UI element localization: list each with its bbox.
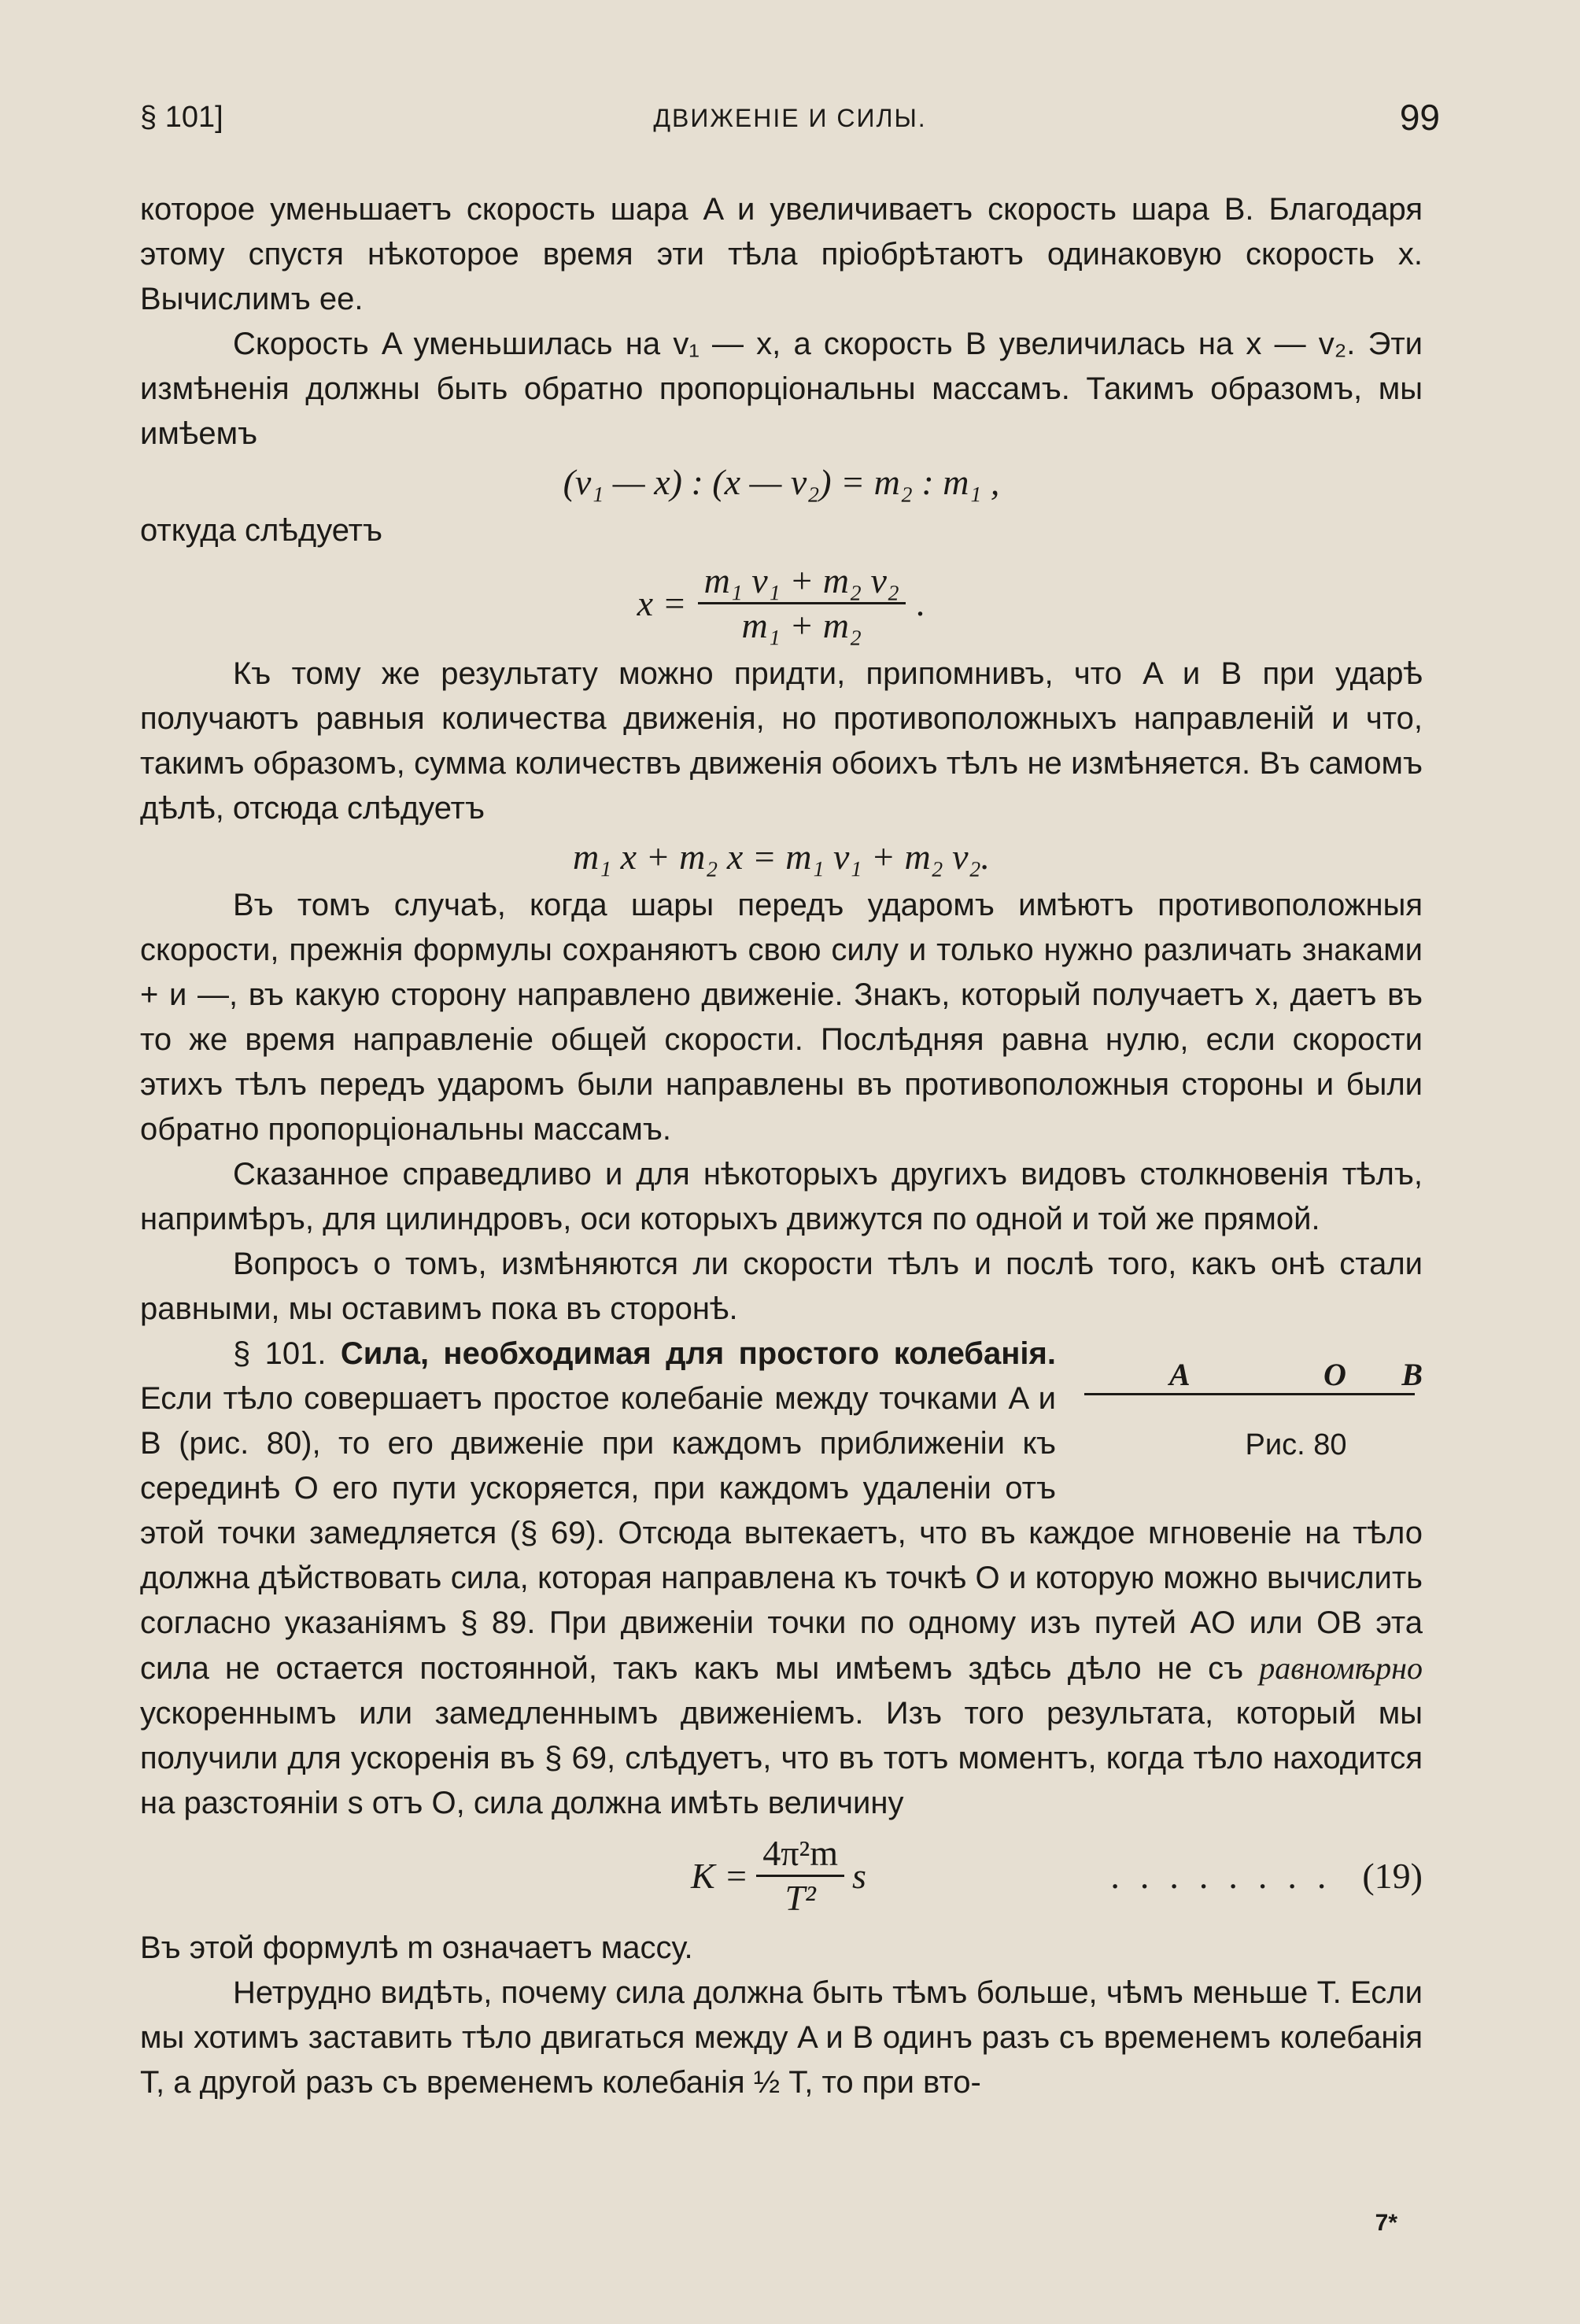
equation-19	[140, 1832, 1423, 1919]
eq-end: .	[916, 583, 926, 623]
figure-point-b: B	[1401, 1357, 1423, 1392]
eq19-denominator: T²	[784, 1878, 816, 1918]
fraction-numerator: m₁ v₁ + m₂ v₂	[698, 560, 906, 604]
eq19-fraction	[756, 1832, 844, 1919]
figure-80	[1076, 1336, 1423, 1470]
paragraph: которое уменьшаетъ скорость шара A и увеличиваетъ скорость шара B. Благодаря этому спустя нѣкоторое время эти тѣла пріобрѣтаютъ одинаковую скорость x. Вычислимъ ее.	[140, 192, 1423, 316]
fraction	[698, 560, 906, 647]
eq19-leader-dots: ........	[1110, 1856, 1347, 1896]
figure-point-a: A	[1169, 1357, 1191, 1392]
paragraph-text: ускореннымъ или замедленнымъ движеніемъ. Изъ того результата, который мы получили для ускоренія въ § 69, слѣдуетъ, что въ тотъ моментъ, когда тѣло находится на разстояніи s отъ O, сила должна имѣть величину	[140, 1696, 1423, 1820]
paragraph: Вопросъ о томъ, измѣняются ли скорости тѣлъ и послѣ того, какъ онѣ стали равными, мы оставимъ пока въ сторонѣ.	[140, 1247, 1423, 1326]
paragraph: Въ томъ случаѣ, когда шары передъ ударомъ имѣютъ противоположныя скорости, прежнія формулы сохраняютъ свою силу и только нужно различать знаками + и —, въ какую сторону направлено движеніе. Знакъ, который получаетъ x, даетъ въ то же время направленіе общей скорости. Послѣдняя равна нулю, если скорости этихъ тѣлъ передъ ударомъ были направлены въ противоположныя стороны и были обратно пропорціональны массамъ.	[140, 888, 1423, 1147]
paragraph: Сказанное справедливо и для нѣкоторыхъ другихъ видовъ столкновенія тѣлъ, напримѣръ, для цилиндровъ, оси которыхъ движутся по одной и той же прямой.	[140, 1157, 1423, 1236]
eq19-lhs	[691, 1832, 866, 1919]
figure-caption: Рис. 80	[1245, 1428, 1347, 1461]
figure-point-o: O	[1323, 1357, 1346, 1392]
paragraph: Въ этой формулѣ m означаетъ массу.	[140, 1931, 693, 1965]
eq19-numerator: 4π²m	[756, 1832, 844, 1877]
equation-x	[140, 560, 1423, 647]
eq19-tail: s	[852, 1856, 866, 1896]
equation-ratio: (v₁ — x) : (x — v₂) = m₂ : m₁ ,	[563, 462, 1000, 502]
fraction-denominator: m₁ + m₂	[741, 605, 862, 645]
section-title: Сила, необходимая для простого колебанія.	[340, 1336, 1056, 1371]
paragraph-text: Если тѣло совершаетъ простое колебаніе между точками A и B (рис. 80), то его движеніе при каждомъ приближеніи къ серединѣ O его пути ускоряется, при каждомъ удаленіи отъ этой точки замедляется (§ 69). Отсюда вытекаетъ, что въ каждое мгновеніе на тѣло должна дѣйствовать сила, которая направлена къ точкѣ O и которую можно вычислить согласно указаніямъ § 89. При движеніи точки по одному изъ путей AO или OB эта сила не остается постоянной, такъ какъ мы имѣемъ здѣсь дѣло не съ	[140, 1381, 1423, 1686]
figure-segment	[1084, 1393, 1415, 1395]
paragraph: откуда слѣдуетъ	[140, 513, 382, 548]
paragraph: Нетрудно видѣть, почему сила должна быть тѣмъ больше, чѣмъ меньше T. Если мы хотимъ заставить тѣло двигаться между A и B одинъ разъ съ временемъ колебанія T, а другой разъ съ временемъ колебанія ½ T, то при вто-	[140, 1975, 1423, 2100]
signature-mark: 7*	[1375, 2210, 1397, 2236]
section-paragraph	[140, 1332, 1423, 1826]
running-header	[140, 97, 1440, 140]
paragraph: Скорость A уменьшилась на v₁ — x, а скорость B увеличилась на x — v₂. Эти измѣненія должны быть обратно пропорціональны массамъ. Такимъ образомъ, мы имѣемъ	[140, 327, 1423, 451]
eq19-k: K =	[691, 1856, 749, 1896]
emphasized-word: равномѣрно	[1259, 1650, 1423, 1686]
body-text	[140, 187, 1423, 2105]
header-title: ДВИЖЕНІЕ И СИЛЫ.	[653, 104, 927, 132]
equation-number: (19)	[1362, 1856, 1423, 1896]
paragraph: Къ тому же результату можно придти, припомнивъ, что A и B при ударѣ получаютъ равныя количества движенія, но противоположныхъ направленій и что, такимъ образомъ, сумма количествъ движенія обоихъ тѣлъ не измѣняется. Въ самомъ дѣлѣ, отсюда слѣдуетъ	[140, 656, 1423, 826]
equation-momentum: m₁ x + m₂ x = m₁ v₁ + m₂ v₂.	[572, 837, 991, 877]
page-number: 99	[1399, 97, 1440, 138]
header-section-ref: § 101]	[140, 101, 223, 134]
section-number: § 101.	[233, 1336, 327, 1371]
eq-lhs: x =	[637, 583, 687, 623]
